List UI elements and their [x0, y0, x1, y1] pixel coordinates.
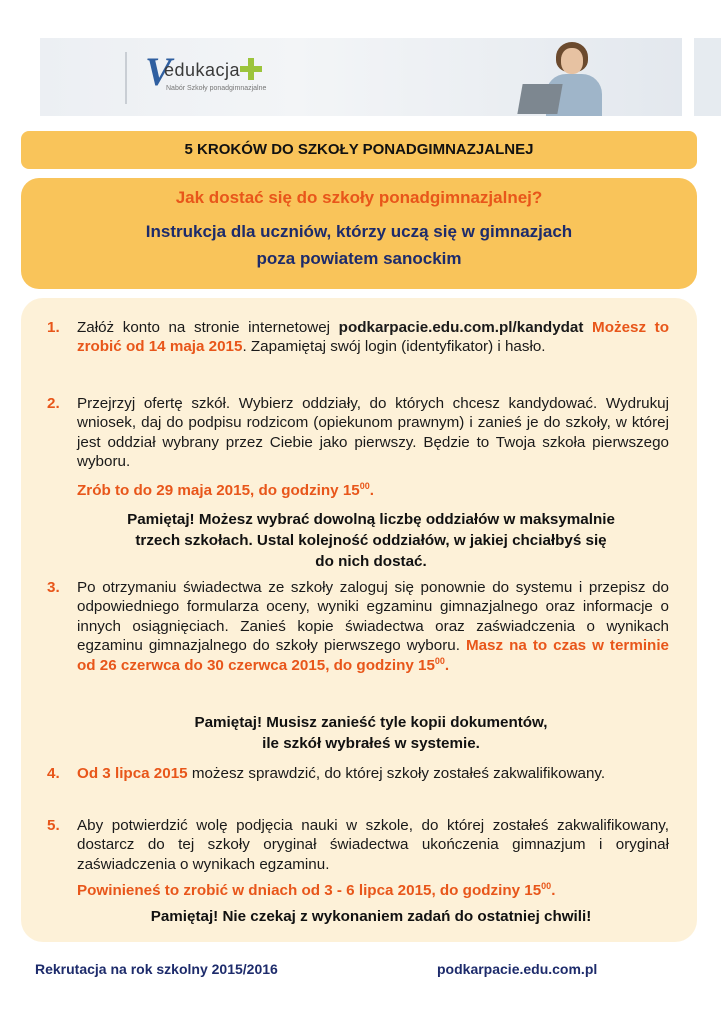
step-text: Po otrzymaniu świadectwa ze szkoły zaloguj się ponownie do systemu i przepisz do odpowiedniego formularza oceny, wyniki egzaminu gimnazjalnego oraz informacje o innych osiągnięciach. Zanieś kopie świadectwa oraz zaświadczenia o wynikach egzaminu gimnazjalnego do szkoły pierwszego wyboru. Masz na to czas w terminie od 26 czerwca do 30 czerwca 2015, do godziny $15^{00}$. — [77, 579, 670, 674]
page-title: 5 KROKÓW DO SZKOŁY PONADGIMNAZJALNEJ — [21, 131, 697, 169]
intro-question: Jak dostać się do szkoły ponadgimnazjalnej? — [175, 188, 543, 207]
header-right-strip — [694, 38, 721, 116]
intro-instruction-line2: poza powiatem sanockim — [256, 249, 462, 268]
step-number: 5. — [47, 817, 60, 834]
intro-instruction — [21, 218, 697, 272]
logo-wordmark: edukacja — [164, 60, 241, 80]
logo-v-mark: V — [145, 49, 172, 94]
step-4-date: Od 3 lipca 2015 — [77, 765, 188, 782]
header-divider — [125, 52, 127, 104]
step-text: Załóż konto na stronie internetowej podkarpacie.edu.com.pl/kandydat Możesz to zrobić od 14 maja 2015. Zapamiętaj swój login (identyfikator) i hasło. — [77, 319, 669, 356]
step-number: 3. — [47, 579, 60, 596]
step-number: 1. — [47, 319, 60, 336]
step-number: 4. — [47, 765, 60, 782]
intro-box — [21, 178, 697, 289]
step-text: Od 3 lipca 2015 możesz sprawdzić, do której szkoły zostałeś zakwalifikowany. — [77, 765, 606, 782]
intro-instruction-line1: Instrukcja dla uczniów, którzy uczą się w gimnazjach — [145, 222, 573, 241]
step-number: 2. — [47, 395, 60, 412]
student-photo — [518, 38, 610, 116]
step-text: Aby potwierdzić wolę podjęcia nauki w szkole, do której zostałeś zakwalifikowany, dostarcz do tej szkoły oryginał świadectwa ukończenia gimnazjum i oryginał zaświadczenia o wynikach egzaminu. — [77, 817, 669, 873]
footer-recruitment-year: Rekrutacja na rok szkolny 2015/2016 — [35, 961, 278, 977]
steps-box — [21, 298, 697, 942]
logo-plus-icon — [240, 58, 262, 80]
step-2-reminder: Pamiętaj! Możesz wybrać dowolną liczbę oddziałów w maksymalnie trzech szkołach. Ustal kolejność oddziałów, w jakiej chciałbyś się do nich dostać. — [127, 511, 615, 570]
step-3-deadline: Masz na to czas w terminie od 26 czerwca do 30 czerwca 2015, do godziny $15^{00}$. — [77, 637, 670, 674]
step-5-deadline: Powinieneś to zrobić w dniach od 3 - 6 lipca 2015, do godziny $15^{00}$. — [77, 880, 556, 899]
step-3-reminder: Pamiętaj! Musisz zanieść tyle kopii dokumentów, ile szkół wybrałeś w systemie. — [194, 714, 548, 752]
kandydat-link[interactable]: podkarpacie.edu.com.pl/kandydat — [338, 319, 584, 336]
step-1-deadline: Możesz to zrobić od 14 maja 2015 — [77, 319, 669, 356]
logo-subtitle: Nabór Szkoły ponadgimnazjalne — [166, 85, 267, 92]
step-text: Przejrzyj ofertę szkół. Wybierz oddziały, do których chcesz kandydować. Wydrukuj wniosek, daj do podpisu rodzicom (opiekunom prawnym) i zanieś je do szkoły, w której jest oddział wybrany przez Ciebie jako pierwszy. Będzie to Twoja szkoła pierwszego wyboru. — [77, 395, 669, 471]
step-2-deadline: Zrób to do 29 maja 2015, do godziny $15^{00}$. — [77, 480, 374, 499]
footer-site-link[interactable]: podkarpacie.edu.com.pl — [437, 961, 598, 977]
step-5-reminder: Pamiętaj! Nie czekaj z wykonaniem zadań do ostatniej chwili! — [150, 908, 592, 925]
header-banner — [40, 38, 682, 116]
